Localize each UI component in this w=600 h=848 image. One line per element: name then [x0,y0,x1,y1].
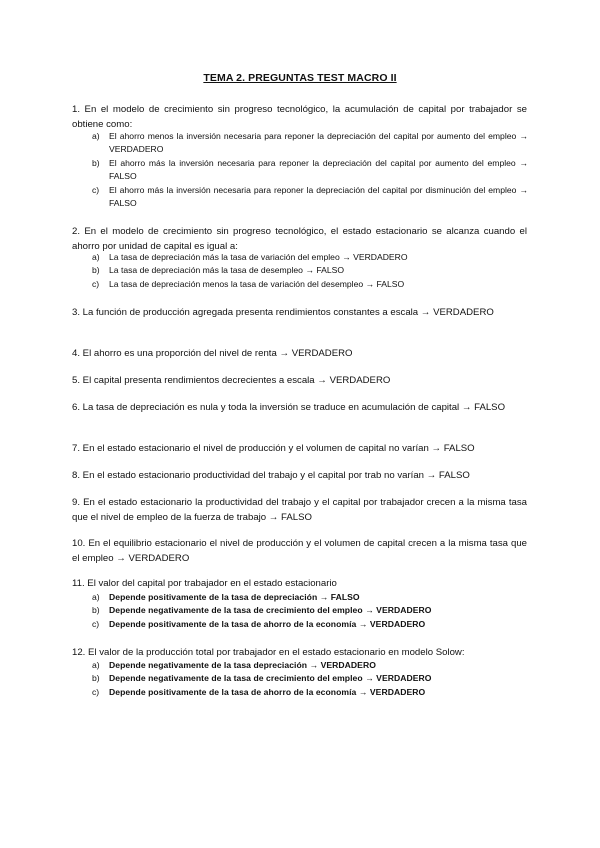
question-1-options [92,130,528,210]
option-letter: b) [92,265,100,276]
option-text: La tasa de depreciación más la tasa de variación del empleo → VERDADERO [109,252,408,262]
option-letter: b) [92,157,100,168]
option-item [92,251,528,264]
option-text: Depende positivamente de la tasa de ahorro de la economía → VERDADERO [109,618,426,629]
option-text: El ahorro menos la inversión necesaria para reponer la depreciación del capital por aumento del empleo → VERDADERO [109,131,528,155]
option-letter: a) [92,131,100,141]
question-6: 6. La tasa de depreciación es nula y toda la inversión se traduce en acumulación de capital → FALSO [72,402,506,413]
option-text: El ahorro más la inversión necesaria para reponer la depreciación del capital por aumento del empleo → FALSO [109,157,528,182]
option-letter: a) [92,252,100,262]
option-item [92,264,528,277]
option-item [92,618,528,631]
option-letter: a) [92,592,100,602]
option-text: Depende negativamente de la tasa de crecimiento del empleo → VERDADERO [109,605,432,616]
option-text: El ahorro más la inversión necesaria para reponer la depreciación del capital por disminución del empleo → FALSO [109,184,528,209]
question-7: 7. En el estado estacionario el nivel de producción y el volumen de capital no varían → FALSO [72,443,475,454]
question-5: 5. El capital presenta rendimientos decrecientes a escala → VERDADERO [72,375,391,386]
option-letter: c) [92,278,100,289]
option-item [92,184,528,211]
question-4: 4. El ahorro es una proporción del nivel de renta → VERDADERO [72,348,353,359]
option-text: La tasa de depreciación más la tasa de desempleo → FALSO [109,265,345,276]
question-9: 9. En el estado estacionario la productividad del trabajo y el capital por trabajador crecen a la misma tasa que el nivel de empleo de la fuerza de trabajo → FALSO [72,497,527,523]
option-item [92,604,528,617]
option-item [92,130,528,157]
question-12: 12. El valor de la producción total por trabajador en el estado estacionario en modelo Solow: [72,647,465,658]
question-10: 10. En el equilibrio estacionario el nivel de producción y el volumen de capital crecen a la misma tasa que el empleo → VERDADERO [72,538,527,564]
question-1: 1. En el modelo de crecimiento sin progreso tecnológico, la acumulación de capital por trabajador se obtiene como: [72,104,527,130]
option-text: Depende positivamente de la tasa de depreciación → FALSO [109,592,360,602]
option-letter: a) [92,660,100,670]
option-text: Depende negativamente de la tasa depreciación → VERDADERO [109,660,376,670]
option-letter: b) [92,605,100,616]
option-item [92,672,528,685]
option-text: La tasa de depreciación menos la tasa de variación del desempleo → FALSO [109,278,405,289]
option-item [92,686,528,699]
question-2: 2. En el modelo de crecimiento sin progreso tecnológico, el estado estacionario se alcanza cuando el ahorro por unidad de capital es igual a: [72,226,527,252]
option-text: Depende positivamente de la tasa de ahorro de la economía → VERDADERO [109,686,426,697]
question-11: 11. El valor del capital por trabajador en el estado estacionario [72,578,337,589]
option-text: Depende negativamente de la tasa de crecimiento del empleo → VERDADERO [109,673,432,684]
option-item [92,157,528,184]
option-item [92,591,528,604]
option-letter: c) [92,686,100,697]
option-letter: c) [92,184,100,195]
page-title: TEMA 2. PREGUNTAS TEST MACRO II [203,72,397,84]
option-letter: c) [92,618,100,629]
question-8: 8. En el estado estacionario productividad del trabajo y el capital por trab no varían → FALSO [72,470,470,481]
option-item [92,278,528,291]
question-2-options [92,251,528,291]
question-12-options [92,659,528,699]
option-item [92,659,528,672]
option-letter: b) [92,673,100,684]
question-3: 3. La función de producción agregada presenta rendimientos constantes a escala → VERDADERO [72,307,494,318]
question-11-options [92,591,528,631]
